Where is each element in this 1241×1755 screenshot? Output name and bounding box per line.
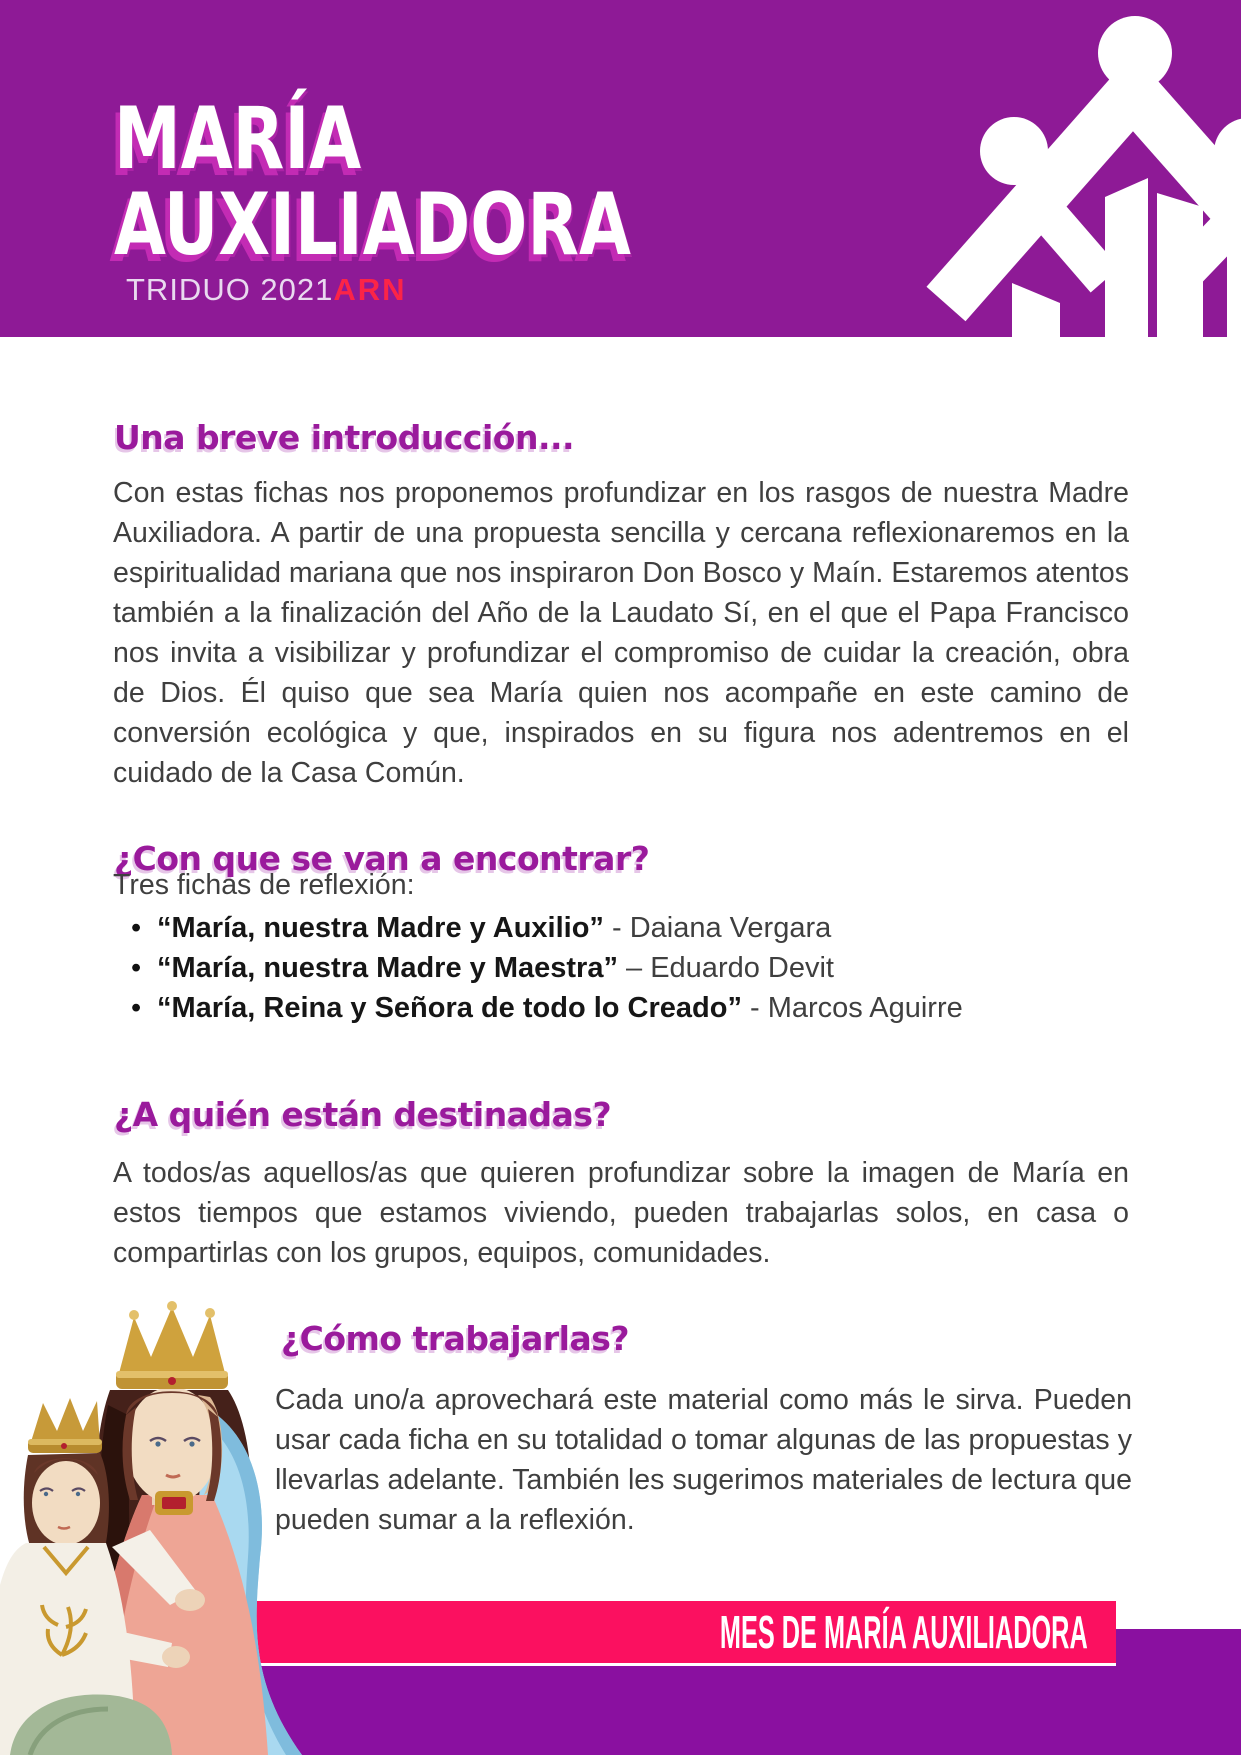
virgin-mary-statue-image xyxy=(0,1295,335,1755)
paragraph-destinadas: A todos/as aquellos/as que quieren profundizar sobre la imagen de María en estos tiempos que estamos viviendo, pueden trabajarlas solos, en casa o compartirlas con los grupos, equipos, comunidades. xyxy=(113,1156,1129,1269)
page-title xyxy=(114,89,631,275)
paragraph-trabajarlas: Cada uno/a aprovechará este material como más le sirva. Pueden usar cada ficha en su totalidad o tomar algunas de las propuestas y llevarlas adelante. También les sugerimos materiales de lectura que pueden sumar a la reflexión. xyxy=(275,1383,1132,1536)
section-heading-introduccion: Una breve introducción... xyxy=(114,418,575,458)
paragraph-introduccion: Con estas fichas nos proponemos profundizar en los rasgos de nuestra Madre Auxiliadora. A partir de una propuesta sencilla y cercana reflexionaremos en la espiritualidad mariana que nos inspiraron Don Bosco y Maín. Estaremos atentos también a la finalización del Año de la Laudato Sí, en el que el Papa Francisco nos invita a visibilizar y profundizar el compromiso de cuidar la creación, obra de Dios. Él quiso que sea María quien nos acompañe en este camino de conversión ecológica y que, inspirados en su figura nos adentremos en el cuidado de la Casa Común. xyxy=(113,476,1129,789)
header-banner xyxy=(0,0,1241,337)
family-figures-logo-icon xyxy=(821,0,1241,337)
fichas-list xyxy=(113,908,1129,1028)
section-heading-trabajarlas: ¿Cómo trabajarlas? xyxy=(281,1319,630,1359)
footer-pink-banner xyxy=(240,1601,1116,1663)
list-item xyxy=(113,908,1129,948)
ficha-title: “María, nuestra Madre y Maestra” xyxy=(157,952,618,984)
ficha-title: “María, Reina y Señora de todo lo Creado” xyxy=(157,992,742,1024)
ficha-author: - Daiana Vergara xyxy=(603,912,832,944)
section-heading-encontrar: ¿Con que se van a encontrar? xyxy=(114,839,650,879)
subtitle-text: TRIDUO 2021 xyxy=(126,272,334,307)
title-line-2: AUXILIADORA xyxy=(114,175,631,275)
ficha-author: – Eduardo Devit xyxy=(617,952,834,984)
footer-banner-text: MES DE MARÍA AUXILIADORA xyxy=(720,1606,1088,1658)
list-item xyxy=(113,948,1129,988)
title-line-1: MARÍA xyxy=(114,89,362,189)
encontrar-lead: Tres fichas de reflexión: xyxy=(113,869,415,901)
subtitle-highlight: ARN xyxy=(333,272,407,307)
section-heading-destinadas: ¿A quién están destinadas? xyxy=(114,1095,612,1135)
ficha-title: “María, nuestra Madre y Auxilio” xyxy=(157,912,604,944)
ficha-author: - Marcos Aguirre xyxy=(741,992,963,1024)
subtitle xyxy=(126,272,407,308)
list-item xyxy=(113,988,1129,1028)
